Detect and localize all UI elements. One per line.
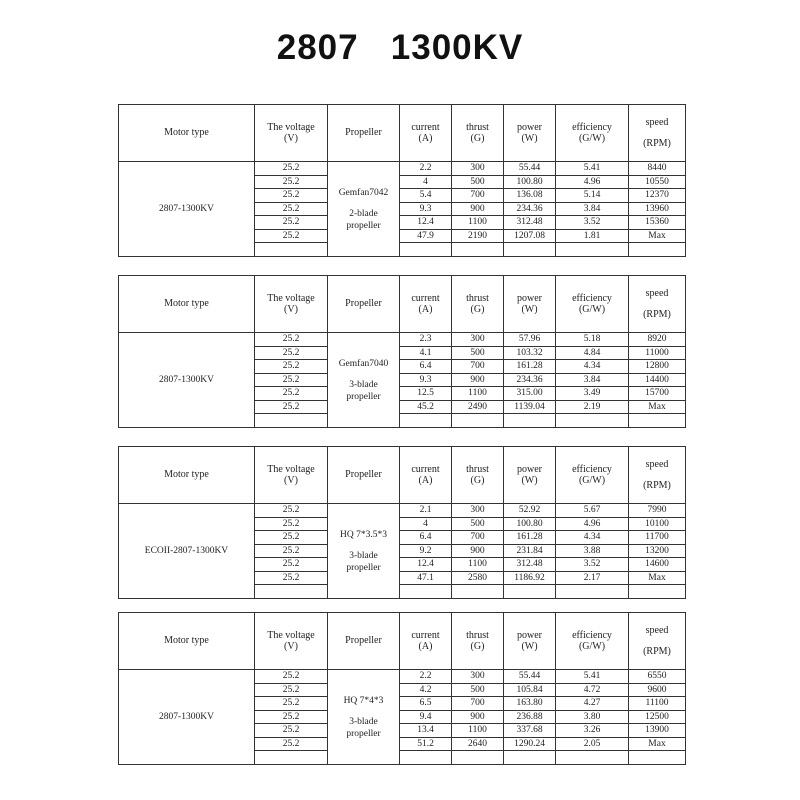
thrust-cell: 900 bbox=[452, 710, 504, 724]
voltage-cell: 25.2 bbox=[255, 531, 328, 545]
thrust-cell: 900 bbox=[452, 373, 504, 387]
power-cell: 337.68 bbox=[504, 724, 556, 738]
current-cell: 4.2 bbox=[400, 683, 452, 697]
empty-cell bbox=[556, 414, 629, 428]
current-cell: 47.9 bbox=[400, 229, 452, 243]
voltage-cell: 25.2 bbox=[255, 400, 328, 414]
efficiency-cell: 5.18 bbox=[556, 333, 629, 347]
table-row bbox=[119, 333, 686, 347]
speed-cell: Max bbox=[629, 571, 686, 585]
speed-cell: 11700 bbox=[629, 531, 686, 545]
voltage-cell: 25.2 bbox=[255, 333, 328, 347]
propeller-cell: Gemfan7040 3-blade propeller bbox=[328, 333, 400, 428]
header-row bbox=[119, 276, 686, 333]
table-row bbox=[119, 504, 686, 518]
current-cell: 2.2 bbox=[400, 162, 452, 176]
speed-cell: 10550 bbox=[629, 175, 686, 189]
empty-cell bbox=[556, 243, 629, 257]
thrust-cell: 2190 bbox=[452, 229, 504, 243]
voltage-cell: 25.2 bbox=[255, 737, 328, 751]
empty-cell bbox=[452, 243, 504, 257]
speed-cell: 10100 bbox=[629, 517, 686, 531]
current-cell: 6.5 bbox=[400, 697, 452, 711]
power-cell: 161.28 bbox=[504, 531, 556, 545]
table-row bbox=[119, 670, 686, 684]
header-propeller: Propeller bbox=[328, 105, 400, 162]
thrust-cell: 2640 bbox=[452, 737, 504, 751]
thrust-cell: 700 bbox=[452, 697, 504, 711]
header-voltage: The voltage (V) bbox=[255, 613, 328, 670]
empty-cell bbox=[255, 751, 328, 765]
thrust-cell: 900 bbox=[452, 544, 504, 558]
table-row bbox=[119, 162, 686, 176]
thrust-cell: 700 bbox=[452, 360, 504, 374]
current-cell: 12.4 bbox=[400, 216, 452, 230]
current-cell: 12.4 bbox=[400, 558, 452, 572]
efficiency-cell: 3.84 bbox=[556, 202, 629, 216]
empty-cell bbox=[400, 585, 452, 599]
power-cell: 100.80 bbox=[504, 517, 556, 531]
propeller-cell: Gemfan7042 2-blade propeller bbox=[328, 162, 400, 257]
voltage-cell: 25.2 bbox=[255, 360, 328, 374]
power-cell: 234.36 bbox=[504, 373, 556, 387]
thrust-cell: 300 bbox=[452, 162, 504, 176]
header-speed: speed (RPM) bbox=[629, 613, 686, 670]
empty-cell bbox=[556, 585, 629, 599]
voltage-cell: 25.2 bbox=[255, 571, 328, 585]
header-voltage: The voltage (V) bbox=[255, 105, 328, 162]
spec-table-3 bbox=[118, 446, 686, 599]
current-cell: 2.3 bbox=[400, 333, 452, 347]
power-cell: 236.88 bbox=[504, 710, 556, 724]
current-cell: 2.1 bbox=[400, 504, 452, 518]
empty-cell bbox=[556, 751, 629, 765]
power-cell: 1207.08 bbox=[504, 229, 556, 243]
speed-cell: 14600 bbox=[629, 558, 686, 572]
thrust-cell: 1100 bbox=[452, 558, 504, 572]
power-cell: 312.48 bbox=[504, 558, 556, 572]
speed-cell: 8920 bbox=[629, 333, 686, 347]
voltage-cell: 25.2 bbox=[255, 670, 328, 684]
speed-cell: 13200 bbox=[629, 544, 686, 558]
empty-cell bbox=[255, 585, 328, 599]
header-current: current (A) bbox=[400, 613, 452, 670]
thrust-cell: 2490 bbox=[452, 400, 504, 414]
header-speed: speed (RPM) bbox=[629, 105, 686, 162]
efficiency-cell: 4.96 bbox=[556, 517, 629, 531]
efficiency-cell: 2.17 bbox=[556, 571, 629, 585]
speed-cell: 12800 bbox=[629, 360, 686, 374]
current-cell: 6.4 bbox=[400, 360, 452, 374]
current-cell: 4 bbox=[400, 175, 452, 189]
speed-cell: 15700 bbox=[629, 387, 686, 401]
header-voltage: The voltage (V) bbox=[255, 276, 328, 333]
header-current: current (A) bbox=[400, 276, 452, 333]
header-power: power (W) bbox=[504, 613, 556, 670]
header-power: power (W) bbox=[504, 105, 556, 162]
efficiency-cell: 5.67 bbox=[556, 504, 629, 518]
efficiency-cell: 4.72 bbox=[556, 683, 629, 697]
power-cell: 105.84 bbox=[504, 683, 556, 697]
voltage-cell: 25.2 bbox=[255, 189, 328, 203]
thrust-cell: 1100 bbox=[452, 724, 504, 738]
thrust-cell: 500 bbox=[452, 175, 504, 189]
voltage-cell: 25.2 bbox=[255, 229, 328, 243]
empty-cell bbox=[504, 585, 556, 599]
motor-type-cell: 2807-1300KV bbox=[119, 162, 255, 257]
efficiency-cell: 3.52 bbox=[556, 216, 629, 230]
current-cell: 2.2 bbox=[400, 670, 452, 684]
speed-cell: 7990 bbox=[629, 504, 686, 518]
efficiency-cell: 3.26 bbox=[556, 724, 629, 738]
header-row bbox=[119, 613, 686, 670]
page-title: 2807 1300KV bbox=[276, 28, 524, 67]
efficiency-cell: 4.96 bbox=[556, 175, 629, 189]
header-speed: speed (RPM) bbox=[629, 447, 686, 504]
header-motor-type: Motor type bbox=[119, 276, 255, 333]
efficiency-cell: 4.34 bbox=[556, 360, 629, 374]
efficiency-cell: 5.14 bbox=[556, 189, 629, 203]
current-cell: 13.4 bbox=[400, 724, 452, 738]
empty-cell bbox=[452, 751, 504, 765]
speed-cell: 9600 bbox=[629, 683, 686, 697]
efficiency-cell: 2.05 bbox=[556, 737, 629, 751]
speed-cell: Max bbox=[629, 229, 686, 243]
thrust-cell: 300 bbox=[452, 333, 504, 347]
thrust-cell: 300 bbox=[452, 670, 504, 684]
empty-cell bbox=[504, 243, 556, 257]
header-motor-type: Motor type bbox=[119, 447, 255, 504]
thrust-cell: 1100 bbox=[452, 387, 504, 401]
efficiency-cell: 1.81 bbox=[556, 229, 629, 243]
power-cell: 163.80 bbox=[504, 697, 556, 711]
thrust-cell: 500 bbox=[452, 683, 504, 697]
voltage-cell: 25.2 bbox=[255, 175, 328, 189]
power-cell: 55.44 bbox=[504, 162, 556, 176]
efficiency-cell: 2.19 bbox=[556, 400, 629, 414]
header-thrust: thrust (G) bbox=[452, 105, 504, 162]
header-row bbox=[119, 105, 686, 162]
current-cell: 9.3 bbox=[400, 202, 452, 216]
empty-cell bbox=[504, 414, 556, 428]
speed-cell: 11100 bbox=[629, 697, 686, 711]
power-cell: 52.92 bbox=[504, 504, 556, 518]
speed-cell: 6550 bbox=[629, 670, 686, 684]
voltage-cell: 25.2 bbox=[255, 544, 328, 558]
thrust-cell: 300 bbox=[452, 504, 504, 518]
empty-cell bbox=[629, 751, 686, 765]
efficiency-cell: 4.34 bbox=[556, 531, 629, 545]
power-cell: 55.44 bbox=[504, 670, 556, 684]
speed-cell: 13960 bbox=[629, 202, 686, 216]
empty-cell bbox=[629, 585, 686, 599]
speed-cell: 14400 bbox=[629, 373, 686, 387]
power-cell: 1139.04 bbox=[504, 400, 556, 414]
power-cell: 161.28 bbox=[504, 360, 556, 374]
current-cell: 9.2 bbox=[400, 544, 452, 558]
thrust-cell: 700 bbox=[452, 189, 504, 203]
empty-cell bbox=[452, 585, 504, 599]
empty-cell bbox=[629, 414, 686, 428]
header-motor-type: Motor type bbox=[119, 105, 255, 162]
header-thrust: thrust (G) bbox=[452, 447, 504, 504]
thrust-cell: 900 bbox=[452, 202, 504, 216]
speed-cell: 15360 bbox=[629, 216, 686, 230]
empty-cell bbox=[452, 414, 504, 428]
empty-cell bbox=[629, 243, 686, 257]
voltage-cell: 25.2 bbox=[255, 558, 328, 572]
header-thrust: thrust (G) bbox=[452, 276, 504, 333]
header-efficiency: efficiency (G/W) bbox=[556, 276, 629, 333]
voltage-cell: 25.2 bbox=[255, 216, 328, 230]
empty-cell bbox=[400, 414, 452, 428]
current-cell: 45.2 bbox=[400, 400, 452, 414]
current-cell: 51.2 bbox=[400, 737, 452, 751]
power-cell: 103.32 bbox=[504, 346, 556, 360]
speed-cell: Max bbox=[629, 400, 686, 414]
empty-cell bbox=[255, 414, 328, 428]
voltage-cell: 25.2 bbox=[255, 346, 328, 360]
power-cell: 57.96 bbox=[504, 333, 556, 347]
voltage-cell: 25.2 bbox=[255, 162, 328, 176]
voltage-cell: 25.2 bbox=[255, 697, 328, 711]
power-cell: 312.48 bbox=[504, 216, 556, 230]
speed-cell: 13900 bbox=[629, 724, 686, 738]
header-speed: speed (RPM) bbox=[629, 276, 686, 333]
header-voltage: The voltage (V) bbox=[255, 447, 328, 504]
motor-type-cell: ECOII-2807-1300KV bbox=[119, 504, 255, 599]
efficiency-cell: 5.41 bbox=[556, 162, 629, 176]
speed-cell: 12500 bbox=[629, 710, 686, 724]
header-motor-type: Motor type bbox=[119, 613, 255, 670]
power-cell: 234.36 bbox=[504, 202, 556, 216]
current-cell: 47.1 bbox=[400, 571, 452, 585]
speed-cell: 12370 bbox=[629, 189, 686, 203]
current-cell: 6.4 bbox=[400, 531, 452, 545]
current-cell: 5.4 bbox=[400, 189, 452, 203]
header-power: power (W) bbox=[504, 447, 556, 504]
power-cell: 315.00 bbox=[504, 387, 556, 401]
voltage-cell: 25.2 bbox=[255, 710, 328, 724]
thrust-cell: 1100 bbox=[452, 216, 504, 230]
empty-cell bbox=[255, 243, 328, 257]
thrust-cell: 500 bbox=[452, 517, 504, 531]
propeller-cell: HQ 7*3.5*3 3-blade propeller bbox=[328, 504, 400, 599]
power-cell: 1186.92 bbox=[504, 571, 556, 585]
thrust-cell: 700 bbox=[452, 531, 504, 545]
power-cell: 136.08 bbox=[504, 189, 556, 203]
efficiency-cell: 3.88 bbox=[556, 544, 629, 558]
efficiency-cell: 3.49 bbox=[556, 387, 629, 401]
voltage-cell: 25.2 bbox=[255, 202, 328, 216]
current-cell: 12.5 bbox=[400, 387, 452, 401]
voltage-cell: 25.2 bbox=[255, 683, 328, 697]
voltage-cell: 25.2 bbox=[255, 387, 328, 401]
motor-type-cell: 2807-1300KV bbox=[119, 333, 255, 428]
thrust-cell: 2580 bbox=[452, 571, 504, 585]
efficiency-cell: 4.84 bbox=[556, 346, 629, 360]
efficiency-cell: 5.41 bbox=[556, 670, 629, 684]
efficiency-cell: 3.84 bbox=[556, 373, 629, 387]
header-efficiency: efficiency (G/W) bbox=[556, 447, 629, 504]
spec-table-1 bbox=[118, 104, 686, 257]
efficiency-cell: 4.27 bbox=[556, 697, 629, 711]
speed-cell: 11000 bbox=[629, 346, 686, 360]
current-cell: 4.1 bbox=[400, 346, 452, 360]
voltage-cell: 25.2 bbox=[255, 517, 328, 531]
header-row bbox=[119, 447, 686, 504]
power-cell: 100.80 bbox=[504, 175, 556, 189]
header-power: power (W) bbox=[504, 276, 556, 333]
motor-type-cell: 2807-1300KV bbox=[119, 670, 255, 765]
thrust-cell: 500 bbox=[452, 346, 504, 360]
current-cell: 9.3 bbox=[400, 373, 452, 387]
empty-cell bbox=[400, 751, 452, 765]
spec-table-2 bbox=[118, 275, 686, 428]
voltage-cell: 25.2 bbox=[255, 724, 328, 738]
header-thrust: thrust (G) bbox=[452, 613, 504, 670]
efficiency-cell: 3.52 bbox=[556, 558, 629, 572]
power-cell: 1290.24 bbox=[504, 737, 556, 751]
speed-cell: Max bbox=[629, 737, 686, 751]
current-cell: 9.4 bbox=[400, 710, 452, 724]
header-current: current (A) bbox=[400, 447, 452, 504]
header-propeller: Propeller bbox=[328, 276, 400, 333]
propeller-cell: HQ 7*4*3 3-blade propeller bbox=[328, 670, 400, 765]
header-efficiency: efficiency (G/W) bbox=[556, 613, 629, 670]
voltage-cell: 25.2 bbox=[255, 373, 328, 387]
header-efficiency: efficiency (G/W) bbox=[556, 105, 629, 162]
spec-table-4 bbox=[118, 612, 686, 765]
current-cell: 4 bbox=[400, 517, 452, 531]
power-cell: 231.84 bbox=[504, 544, 556, 558]
voltage-cell: 25.2 bbox=[255, 504, 328, 518]
empty-cell bbox=[504, 751, 556, 765]
header-propeller: Propeller bbox=[328, 447, 400, 504]
efficiency-cell: 3.80 bbox=[556, 710, 629, 724]
header-current: current (A) bbox=[400, 105, 452, 162]
empty-cell bbox=[400, 243, 452, 257]
header-propeller: Propeller bbox=[328, 613, 400, 670]
speed-cell: 8440 bbox=[629, 162, 686, 176]
